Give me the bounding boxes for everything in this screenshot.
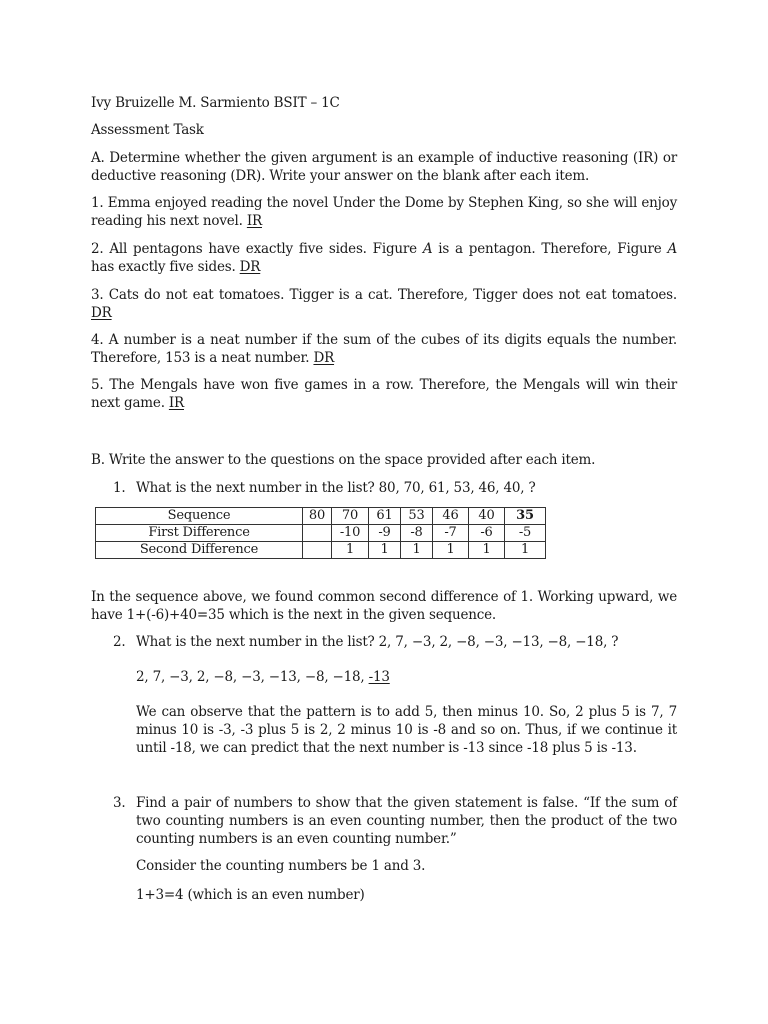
item-text: 2. All pentagons have exactly five sides. Figure: [91, 241, 423, 257]
item-text: 4. A number is a neat number if the sum of the cubes of its digits equals the number. Therefore, 153 is a neat number.: [91, 332, 677, 366]
item-answer: DR: [313, 350, 335, 366]
table-row-sequence: [96, 508, 546, 525]
figure-variable: A: [422, 241, 433, 257]
part-a-item-5: [91, 376, 677, 412]
part-a-instructions: A. Determine whether the given argument is an example of inductive reasoning (IR) or deductive reasoning (DR). Write your answer on the blank after each item.: [91, 150, 677, 184]
item-text: 5. The Mengals have won five games in a row. Therefore, the Mengals will win their next game.: [91, 377, 677, 411]
table-cell: 61: [369, 508, 401, 525]
part-a-item-3: [91, 286, 677, 322]
question-1-number: 1.: [113, 480, 126, 496]
table-row-second-difference: [96, 542, 546, 559]
item-answer: IR: [168, 395, 184, 411]
table-cell: 53: [401, 508, 433, 525]
table-cell: -9: [369, 525, 401, 542]
question-3-consider: Consider the counting numbers be 1 and 3.: [136, 858, 426, 874]
table-cell: 70: [332, 508, 369, 525]
figure-variable: A: [667, 241, 678, 257]
table-cell: 80: [303, 508, 332, 525]
table-row-first-difference: [96, 525, 546, 542]
table-cell-answer: 35: [505, 508, 546, 525]
question-3-number: 3.: [113, 795, 126, 811]
item-text: is a pentagon. Therefore, Figure: [432, 241, 668, 257]
question-3-text: Find a pair of numbers to show that the given statement is false. “If the sum of two counting numbers is an even counting number, then the product of the two counting numbers is an even counting number.”: [136, 795, 677, 847]
part-b-instructions: B. Write the answer to the questions on the space provided after each item.: [91, 452, 596, 468]
table-cell: -10: [332, 525, 369, 542]
table-cell: 1: [369, 542, 401, 559]
difference-table: [95, 507, 546, 559]
table-cell: -7: [433, 525, 469, 542]
item-answer: DR: [239, 259, 261, 275]
item-answer: IR: [246, 213, 262, 229]
part-a-item-2: [91, 240, 677, 276]
question-2-answer-line: [136, 668, 390, 686]
table-cell: 1: [401, 542, 433, 559]
table-cell: [303, 525, 332, 542]
question-2-explanation: We can observe that the pattern is to add 5, then minus 10. So, 2 plus 5 is 7, 7 minus 10 is -3, -3 plus 5 is 2, 2 minus 10 is -8 and so on. Thus, if we continue it until -18, we can predict that the next number is -13 since -18 plus 5 is -13.: [136, 704, 677, 756]
table-cell: [303, 542, 332, 559]
row-label: First Difference: [96, 525, 303, 542]
question-2-number: 2.: [113, 634, 126, 650]
row-label: Sequence: [96, 508, 303, 525]
item-text: 3. Cats do not eat tomatoes. Tigger is a cat. Therefore, Tigger does not eat tomatoes.: [91, 287, 677, 303]
table-cell: -8: [401, 525, 433, 542]
question-1-text: What is the next number in the list? 80, 70, 61, 53, 46, 40, ?: [136, 480, 536, 496]
table-cell: 1: [332, 542, 369, 559]
question-1-explanation: In the sequence above, we found common second difference of 1. Working upward, we have 1+(-6)+40=35 which is the next in the given sequence.: [91, 589, 677, 623]
row-label: Second Difference: [96, 542, 303, 559]
table-cell: 1: [469, 542, 505, 559]
table-cell: -6: [469, 525, 505, 542]
table-cell: 40: [469, 508, 505, 525]
student-name: Ivy Bruizelle M. Sarmiento BSIT – 1C: [91, 95, 340, 111]
sequence-text: 2, 7, −3, 2, −8, −3, −13, −8, −18,: [136, 669, 369, 685]
part-a-item-1: [91, 194, 677, 230]
table-cell: 1: [433, 542, 469, 559]
table-cell: -5: [505, 525, 546, 542]
part-a-item-4: [91, 331, 677, 367]
question-2-answer: -13: [368, 669, 390, 685]
table-cell: 1: [505, 542, 546, 559]
item-text: 1. Emma enjoyed reading the novel Under the Dome by Stephen King, so she will enjoy reading his next novel.: [91, 195, 677, 229]
table-cell: 46: [433, 508, 469, 525]
task-title: Assessment Task: [91, 122, 204, 138]
question-2-text: What is the next number in the list? 2, 7, −3, 2, −8, −3, −13, −8, −18, ?: [136, 634, 619, 650]
item-text: has exactly five sides.: [91, 259, 240, 275]
item-answer: DR: [91, 305, 112, 321]
question-3-sum-line: 1+3=4 (which is an even number): [136, 887, 365, 903]
